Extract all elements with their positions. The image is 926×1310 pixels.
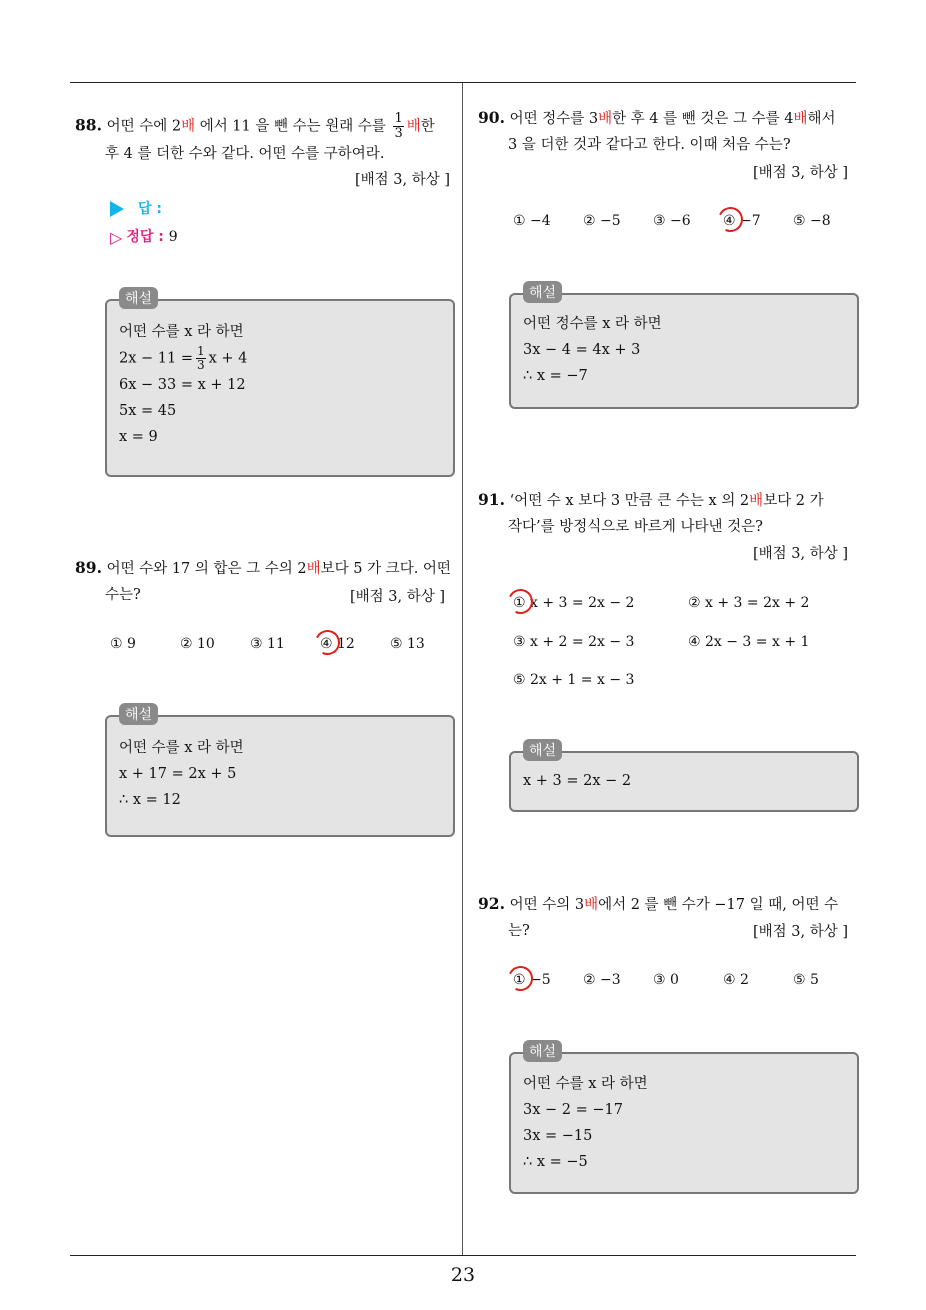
highlight-word: 배	[598, 111, 613, 127]
choice-4[interactable]: ④ 2x − 3 = x + 1	[688, 634, 810, 650]
solution-body: x + 3 = 2x − 2	[523, 773, 632, 789]
highlight-word: 배	[406, 118, 421, 135]
choice-3[interactable]: ③ 0	[653, 972, 679, 988]
choice-1[interactable]: ① −5	[513, 972, 551, 988]
bottom-rule	[70, 1255, 856, 1256]
page-number: 23	[450, 1264, 476, 1286]
solution-body: 어떤 수를 x 라 하면 x + 17 = 2x + 5 ∴ x = 12	[119, 740, 244, 808]
choice-5[interactable]: ⑤ 5	[793, 972, 819, 988]
solution-tab: 해설	[523, 281, 562, 303]
choice-3[interactable]: ③ 11	[250, 636, 285, 652]
correct-answer-value: 9	[168, 229, 178, 245]
highlight-word: 배	[793, 111, 808, 127]
outline-triangle-icon: ▷	[110, 227, 123, 247]
question-89: 89. 어떤 수와 17 의 합은 그 수의 2배보다 5 가 크다. 어떤 수는?	[75, 558, 451, 603]
fraction: $\frac{1}{3}$	[394, 111, 403, 141]
solution-body: 어떤 정수를 x 라 하면 3x − 4 = 4x + 3 ∴ x = −7	[523, 316, 662, 384]
score-label: [배점 3, 하상 ]	[753, 924, 849, 940]
answer-circle-mark	[504, 585, 536, 617]
solution-tab: 해설	[119, 703, 158, 725]
solution-tab: 해설	[523, 739, 562, 761]
question-number: 92.	[478, 894, 505, 913]
choice-4[interactable]: ④ 2	[723, 972, 749, 988]
question-90: 90. 어떤 정수를 3배한 후 4 를 뺀 것은 그 수를 4배해서 3 을 더한 것과 같다고 한다. 이때 처음 수는?	[478, 108, 836, 153]
solution-tab: 해설	[119, 287, 158, 309]
question-91: 91. ‘어떤 수 x 보다 3 만큼 큰 수는 x 의 2배보다 2 가 작다’를 방정식으로 바르게 나타낸 것은?	[478, 490, 824, 535]
score-label: [배점 3, 하상 ]	[753, 546, 849, 562]
correct-answer: ▷ 정답 : 9	[110, 227, 178, 247]
solution-body: 어떤 수를 x 라 하면 2x − 11 = $\frac{1}{3}$ x + 4 6x − 33 = x + 12 5x = 45 x = 9	[119, 324, 248, 445]
question-88: 88. 어떤 수에 2배 에서 11 을 뺀 수는 원래 수를 $\frac{1}{3}$ 배한 후 4 를 더한 수와 같다. 어떤 수를 구하여라.	[75, 111, 435, 162]
choice-2[interactable]: ② 10	[180, 636, 215, 652]
choice-2[interactable]: ② −5	[583, 213, 621, 229]
choice-3[interactable]: ③ x + 2 = 2x − 3	[513, 634, 635, 650]
answer-circle-mark	[714, 203, 746, 235]
score-label: [배점 3, 하상 ]	[753, 165, 849, 181]
choice-1[interactable]: ① x + 3 = 2x − 2	[513, 595, 635, 611]
choice-4[interactable]: ④ 12	[320, 636, 355, 652]
choice-5[interactable]: ⑤ 2x + 1 = x − 3	[513, 672, 635, 688]
choice-2[interactable]: ② x + 3 = 2x + 2	[688, 595, 810, 611]
answer-circle-mark	[311, 626, 343, 658]
solution-body: 어떤 수를 x 라 하면 3x − 2 = −17 3x = −15 ∴ x = −5	[523, 1076, 648, 1170]
play-triangle-icon	[110, 201, 124, 217]
solution-tab: 해설	[523, 1040, 562, 1062]
highlight-word: 배	[584, 897, 599, 913]
highlight-word: 배	[181, 118, 196, 135]
highlight-word: 배	[749, 493, 764, 509]
answer-circle-mark	[504, 962, 536, 994]
question-number: 91.	[478, 490, 505, 509]
column-divider	[462, 83, 463, 1255]
question-92: 92. 어떤 수의 3배에서 2 를 뺀 수가 −17 일 때, 어떤 수 는?	[478, 894, 839, 939]
score-label: [배점 3, 하상 ]	[355, 172, 451, 188]
answer-label: 답 :	[110, 198, 162, 218]
choice-5[interactable]: ⑤ −8	[793, 213, 831, 229]
choice-1[interactable]: ① −4	[513, 213, 551, 229]
question-number: 89.	[75, 558, 102, 577]
score-label: [배점 3, 하상 ]	[350, 589, 446, 605]
question-number: 88.	[75, 115, 102, 135]
choice-5[interactable]: ⑤ 13	[390, 636, 425, 652]
highlight-word: 배	[306, 561, 321, 577]
choice-4[interactable]: ④ −7	[723, 213, 761, 229]
fraction: $\frac{1}{3}$	[196, 344, 205, 372]
choice-1[interactable]: ① 9	[110, 636, 136, 652]
question-number: 90.	[478, 108, 505, 127]
top-rule	[70, 82, 856, 83]
choice-3[interactable]: ③ −6	[653, 213, 691, 229]
choice-2[interactable]: ② −3	[583, 972, 621, 988]
